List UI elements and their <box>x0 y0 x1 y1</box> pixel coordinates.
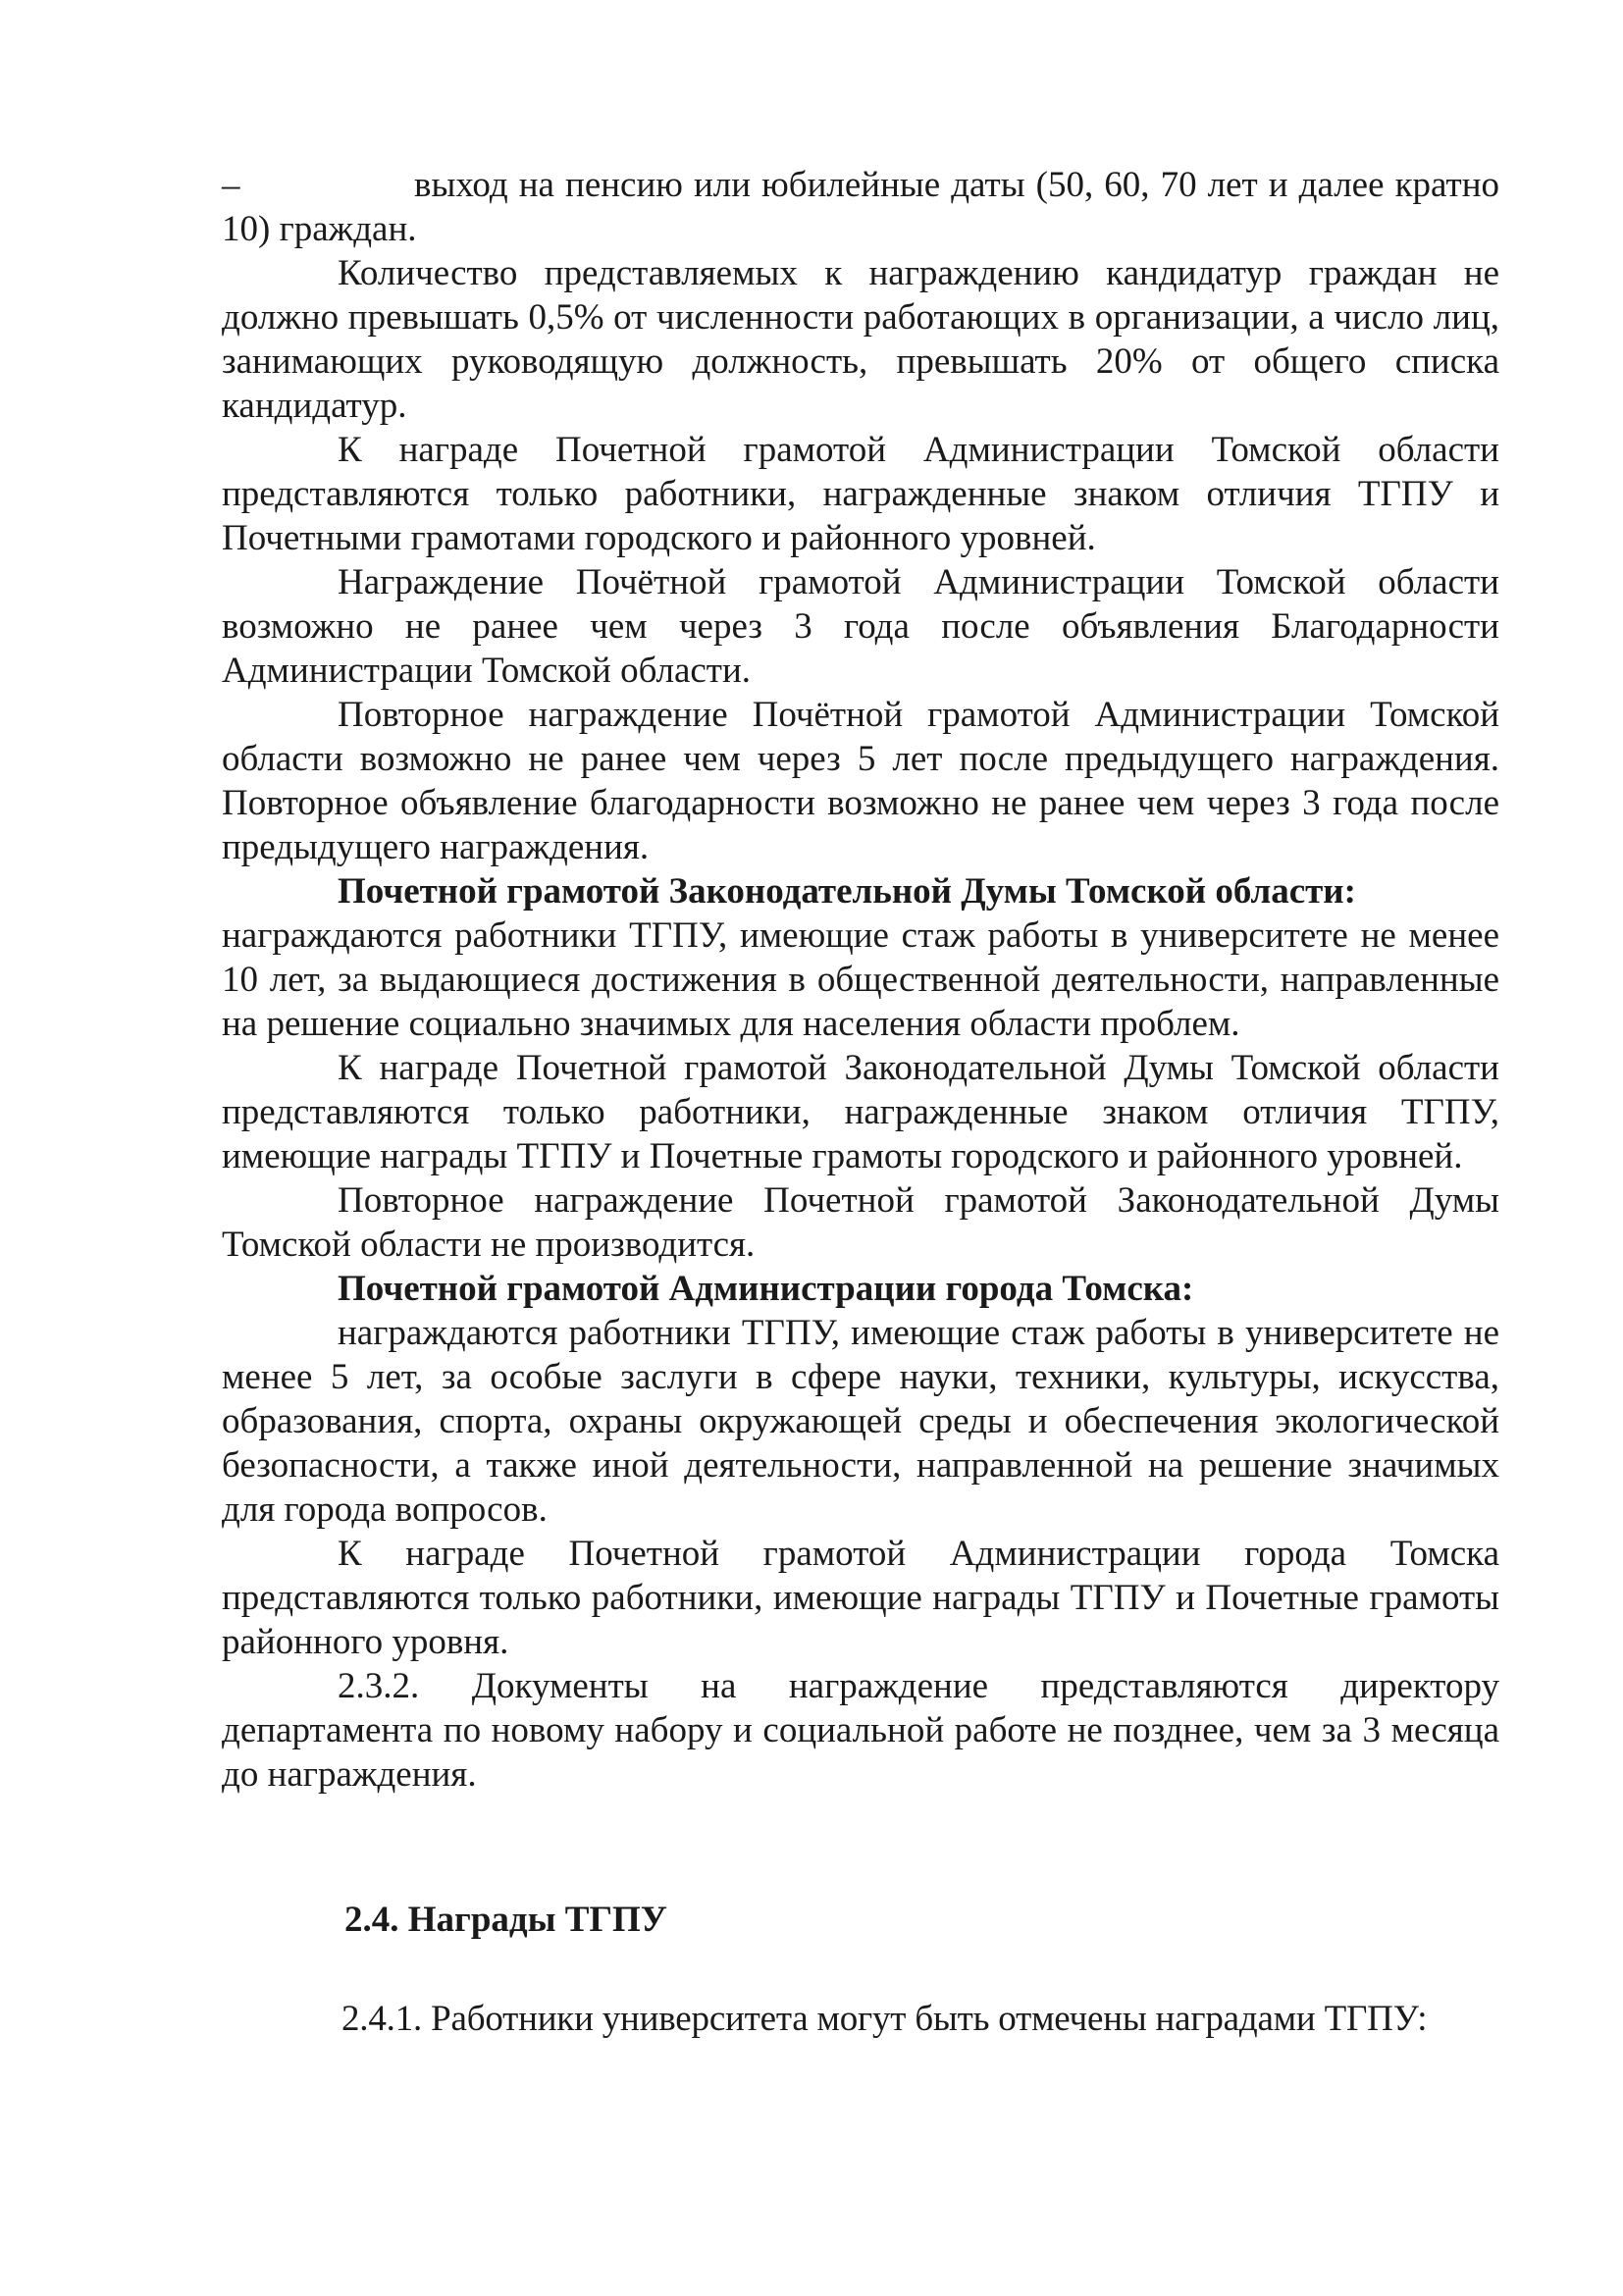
paragraph-tgpu-awards-intro: 2.4.1. Работники университета могут быть отмечены наградами ТГПУ: <box>341 1999 1428 2039</box>
paragraph-duma-repeat: Повторное награждение Почетной грамотой Законодательной Думы Томской области не производится. <box>222 1180 1499 1265</box>
paragraph-repeat-award: Повторное награждение Почётной грамотой Администрации Томской области возможно не ранее чем через 5 лет после предыдущего награждения. Повторное объявление благодарности возможно не ранее чем через 3 года после предыдущего награждения. <box>222 695 1499 867</box>
paragraph-duma-eligibility: К награде Почетной грамотой Законодательной Думы Томской области представляются только работники, награжденные знаком отличия ТГПУ, имеющие награды ТГПУ и Почетные грамоты городского и районного уровней. <box>222 1048 1499 1176</box>
heading-city-award: Почетной грамотой Администрации города Томска: <box>338 1269 1194 1309</box>
paragraph-city-eligibility: К награде Почетной грамотой Администрации города Томска представляются только работники, имеющие награды ТГПУ и Почетные грамоты районного уровня. <box>222 1534 1499 1662</box>
paragraph-region-award-eligibility: К награде Почетной грамотой Администрации Томской области представляются только работники, награжденные знаком отличия ТГПУ и Почетными грамотами городского и районного уровней. <box>222 430 1499 558</box>
heading-duma-award: Почетной грамотой Законодательной Думы Томской области: <box>338 871 1356 912</box>
paragraph-region-award-timing: Награждение Почётной грамотой Администрации Томской области возможно не ранее чем через 3 года после объявления Благодарности Администрации Томской области. <box>222 562 1499 691</box>
paragraph-candidate-limit: Количество представляемых к награждению кандидатур граждан не должно превышать 0,5% от численности работающих в организации, а число лиц, занимающих руководящую должность, превышать 20% от общего списка кандидатур. <box>222 253 1499 426</box>
section-heading-tgpu-awards: 2.4. Награды ТГПУ <box>344 1900 667 1940</box>
document-body <box>222 163 1499 2041</box>
list-dash: – <box>222 165 240 205</box>
paragraph-documents-deadline: 2.3.2. Документы на награждение представляются директору департамента по новому набору и социальной работе не позднее, чем за 3 месяца до награждения. <box>222 1666 1499 1795</box>
paragraph-text: выход на пенсию или юбилейные даты (50, 60, 70 лет и далее кратно 10) граждан. <box>222 165 1499 249</box>
paragraph-retirement <box>222 163 1499 251</box>
paragraph-duma-awardees: награждаются работники ТГПУ, имеющие стаж работы в университете не менее 10 лет, за выдающиеся достижения в общественной деятельности, направленные на решение социально значимых для населения области проблем. <box>222 915 1499 1044</box>
paragraph-city-awardees: награждаются работники ТГПУ, имеющие стаж работы в университете не менее 5 лет, за особые заслуги в сфере науки, техники, культуры, искусства, образования, спорта, охраны окружающей среды и обеспечения экологической безопасности, а также иной деятельности, направленной на решение значимых для города вопросов. <box>222 1313 1499 1530</box>
